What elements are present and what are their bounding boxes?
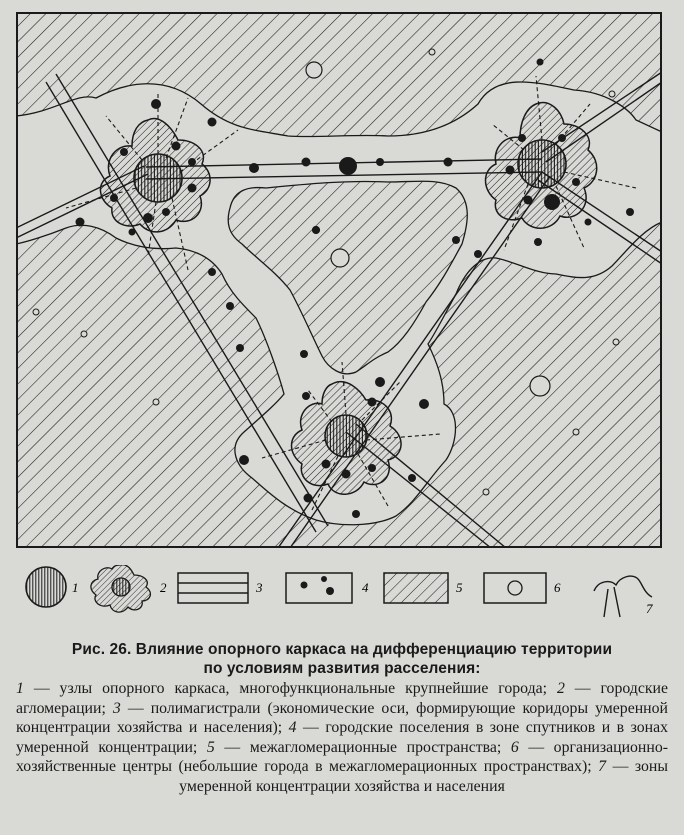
- caption-item-number: 3: [112, 699, 121, 717]
- agglomeration-star-icon: [91, 565, 150, 612]
- caption-item-text: — узлы опорного каркаса, многофункциональные крупнейшие города;: [23, 680, 557, 697]
- caption-item-number: 7: [598, 758, 607, 775]
- legend-item-5: [384, 573, 463, 603]
- caption-item-number: 2: [556, 680, 565, 697]
- territory-map: [16, 12, 662, 548]
- legend-item-3: [178, 573, 263, 603]
- caption-item-number: 6: [510, 738, 519, 756]
- legend-num-5: 5: [456, 580, 463, 595]
- legend-num-6: 6: [554, 580, 561, 595]
- legend: [20, 565, 670, 635]
- legend-item-4: [286, 573, 369, 603]
- hatched-circle-icon: [26, 567, 66, 607]
- legend-num-2: 2: [160, 580, 167, 595]
- legend-item-7: [594, 576, 653, 617]
- caption-item-text: — городские агломерации;: [16, 680, 668, 717]
- dots-box-icon: [286, 573, 352, 603]
- circle-box-icon: [484, 573, 546, 603]
- legend-num-3: 3: [256, 580, 263, 595]
- caption-item-number: 4: [288, 719, 297, 736]
- diagonal-hatch-icon: [384, 573, 448, 603]
- caption-title-line2: по условиям развития расселения:: [203, 660, 481, 677]
- caption-item-number: 1: [16, 680, 24, 697]
- legend-num-1: 1: [72, 580, 79, 595]
- caption-title-line1: Рис. 26. Влияние опорного каркаса на дифференциацию территории: [71, 641, 613, 658]
- legend-item-1: [26, 567, 79, 607]
- caption-item-text: — городские поселения в зоне спутников и в зонах умеренной концентрации;: [16, 719, 668, 756]
- caption-item-text: — организационно-хозяйственные центры (небольшие города в межагломерационных пространствах);: [16, 738, 668, 775]
- caption-item-text: — зоны умеренной концентрации хозяйства и населения: [179, 758, 668, 795]
- zone-boundary-icon: [594, 576, 652, 617]
- caption-item-text: — межагломерационные пространства;: [214, 738, 511, 756]
- horizontal-lines-icon: [178, 573, 248, 603]
- figure-caption: [14, 640, 670, 796]
- legend-num-4: 4: [362, 580, 369, 595]
- legend-num-7: 7: [646, 601, 653, 616]
- caption-item-text: — полимагистрали (экономические оси, формирующие коридоры умеренной концентрации хозяйства и населения);: [16, 699, 668, 736]
- legend-item-6: [484, 573, 561, 603]
- caption-item-number: 5: [206, 738, 215, 756]
- legend-item-2: [91, 565, 167, 612]
- caption-description: [14, 679, 670, 796]
